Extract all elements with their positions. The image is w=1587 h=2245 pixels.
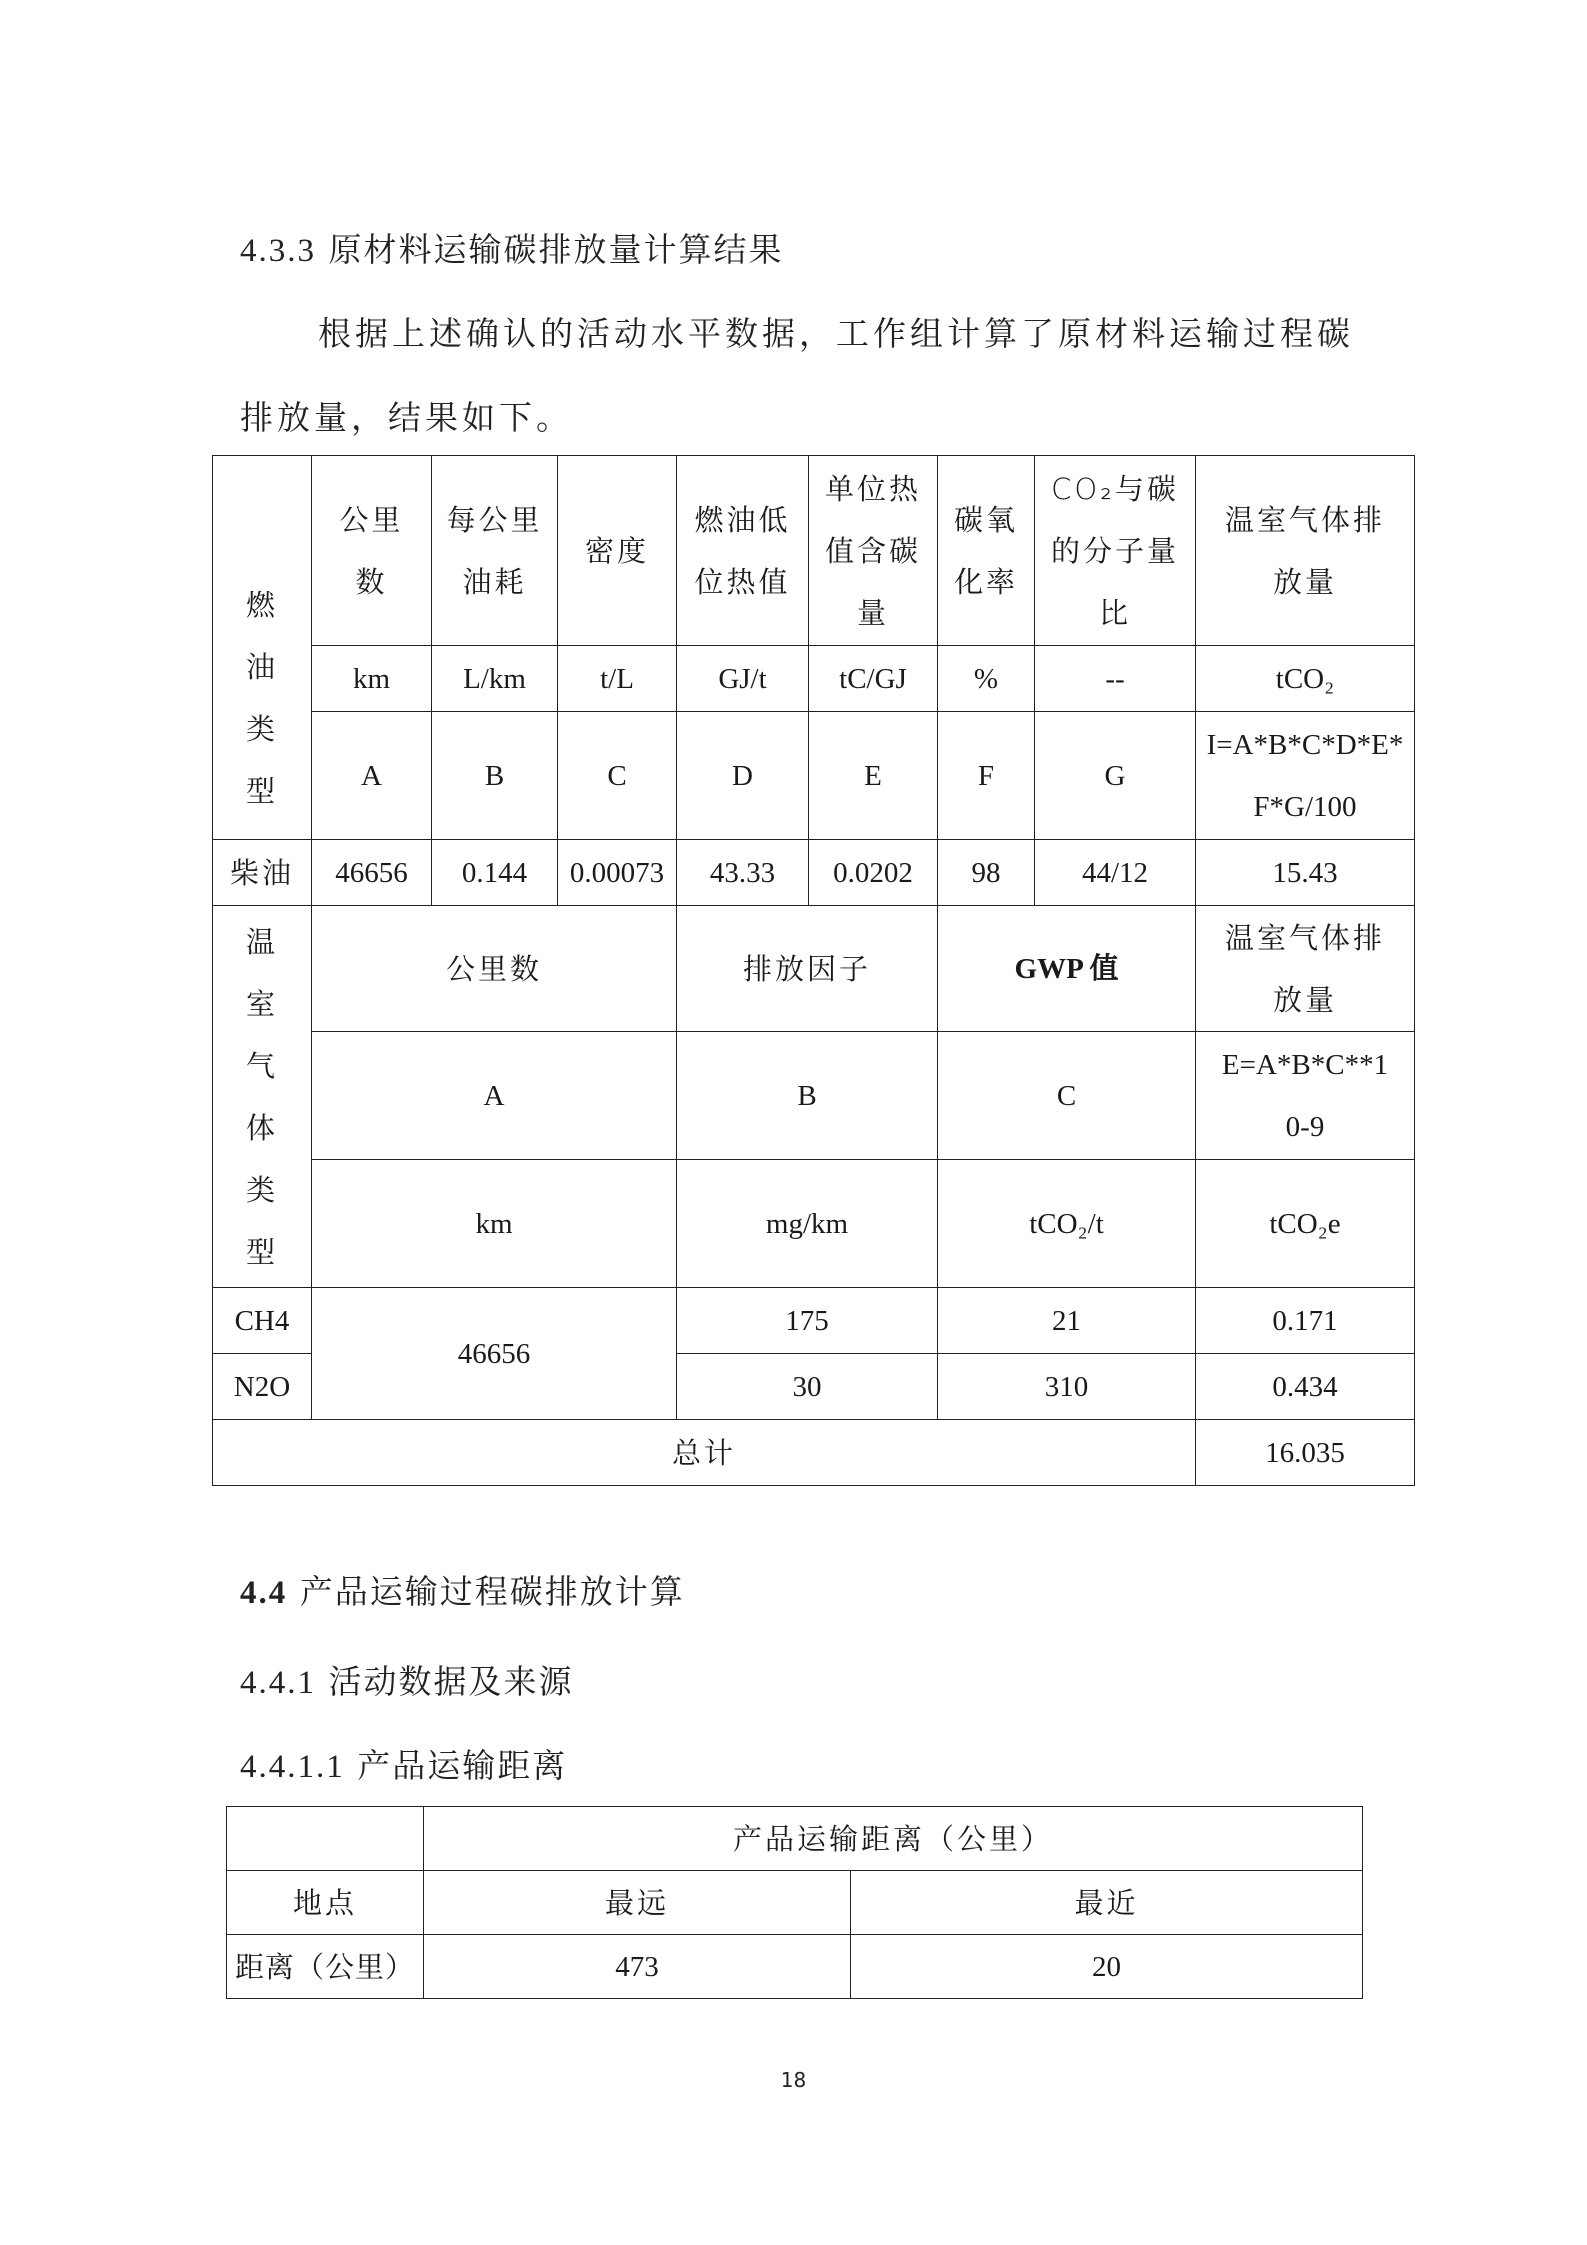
ghg-unit-tco2-per-t: tCO₂/t [938, 1160, 1196, 1288]
diesel-lhv: 43.33 [677, 840, 809, 906]
nearest-label: 最近 [851, 1871, 1363, 1935]
header-ghg-emission: 温室气体排放量 [1196, 456, 1415, 646]
ghg-header-gwp: GWP 值 [938, 906, 1196, 1032]
section-number: 4.3.3 [240, 233, 316, 269]
distance-label: 距离（公里） [227, 1935, 424, 1999]
diesel-label: 柴油 [213, 840, 312, 906]
code-formula-i: I=A*B*C*D*E*F*G/100 [1196, 712, 1415, 840]
section-title: 活动数据及来源 [328, 1662, 574, 1701]
n2o-factor: 30 [677, 1354, 938, 1420]
code-a: A [312, 712, 432, 840]
section-number: 4.4.1 [240, 1665, 316, 1701]
diesel-oxidation: 98 [938, 840, 1035, 906]
corner-cell [227, 1807, 424, 1871]
unit-tc-per-gj: tC/GJ [809, 646, 938, 712]
fuel-type-label: 燃油类型 [213, 456, 312, 840]
ghg-header-emission: 温室气体排放量 [1196, 906, 1415, 1032]
header-lhv: 燃油低位热值 [677, 456, 809, 646]
page-number: 18 [780, 2068, 807, 2092]
nearest-value: 20 [851, 1935, 1363, 1999]
unit-gj-per-t: GJ/t [677, 646, 809, 712]
section-title: 原材料运输碳排放量计算结果 [328, 230, 784, 269]
section-heading-4-3-3 [240, 224, 784, 271]
ghg-code-a: A [312, 1032, 677, 1160]
section-heading-4-4-1-1 [240, 1740, 567, 1787]
ghg-type-label: 温室气体类型 [213, 906, 312, 1288]
ghg-shared-km: 46656 [312, 1288, 677, 1420]
unit-km: km [312, 646, 432, 712]
product-transport-distance-table [226, 1806, 1363, 1999]
distance-header: 产品运输距离（公里） [424, 1807, 1363, 1871]
n2o-gwp: 310 [938, 1354, 1196, 1420]
farthest-value: 473 [424, 1935, 851, 1999]
header-km: 公里数 [312, 456, 432, 646]
ch4-emission: 0.171 [1196, 1288, 1415, 1354]
n2o-label: N2O [213, 1354, 312, 1420]
farthest-label: 最远 [424, 1871, 851, 1935]
code-e: E [809, 712, 938, 840]
header-oxidation: 碳氧化率 [938, 456, 1035, 646]
raw-material-transport-table [212, 455, 1415, 1486]
diesel-emission: 15.43 [1196, 840, 1415, 906]
section-title: 产品运输距离 [357, 1746, 568, 1785]
unit-l-per-km: L/km [432, 646, 558, 712]
n2o-emission: 0.434 [1196, 1354, 1415, 1420]
header-molecular-ratio: CO₂与碳的分子量比 [1035, 456, 1196, 646]
diesel-ratio: 44/12 [1035, 840, 1196, 906]
section-number: 4.4 [240, 1575, 288, 1611]
unit-percent: % [938, 646, 1035, 712]
ch4-label: CH4 [213, 1288, 312, 1354]
unit-ratio: -- [1035, 646, 1196, 712]
ghg-formula-e: E=A*B*C**10-9 [1196, 1032, 1415, 1160]
diesel-fuel-per-km: 0.144 [432, 840, 558, 906]
header-carbon-content: 单位热值含碳量 [809, 456, 938, 646]
ch4-gwp: 21 [938, 1288, 1196, 1354]
intro-line-1: 根据上述确认的活动水平数据，工作组计算了原材料运输过程碳 [318, 314, 1354, 353]
diesel-density: 0.00073 [558, 840, 677, 906]
ch4-factor: 175 [677, 1288, 938, 1354]
code-c: C [558, 712, 677, 840]
ghg-unit-mg-per-km: mg/km [677, 1160, 938, 1288]
intro-line-2: 排放量，结果如下。 [240, 398, 573, 437]
ghg-header-km: 公里数 [312, 906, 677, 1032]
header-fuel-per-km: 每公里油耗 [432, 456, 558, 646]
ghg-code-b: B [677, 1032, 938, 1160]
location-label: 地点 [227, 1871, 424, 1935]
code-b: B [432, 712, 558, 840]
unit-t-per-l: t/L [558, 646, 677, 712]
section-title: 产品运输过程碳排放计算 [299, 1572, 685, 1611]
total-value: 16.035 [1196, 1420, 1415, 1486]
code-d: D [677, 712, 809, 840]
diesel-km: 46656 [312, 840, 432, 906]
total-label: 总计 [213, 1420, 1196, 1486]
section-number: 4.4.1.1 [240, 1749, 345, 1785]
header-density: 密度 [558, 456, 677, 646]
section-heading-4-4 [240, 1566, 685, 1613]
ghg-unit-tco2e: tCO₂e [1196, 1160, 1415, 1288]
ghg-unit-km: km [312, 1160, 677, 1288]
unit-tco2: tCO₂ [1196, 646, 1415, 712]
code-f: F [938, 712, 1035, 840]
section-heading-4-4-1 [240, 1656, 574, 1703]
ghg-code-c: C [938, 1032, 1196, 1160]
diesel-carbon-content: 0.0202 [809, 840, 938, 906]
code-g: G [1035, 712, 1196, 840]
ghg-header-factor: 排放因子 [677, 906, 938, 1032]
